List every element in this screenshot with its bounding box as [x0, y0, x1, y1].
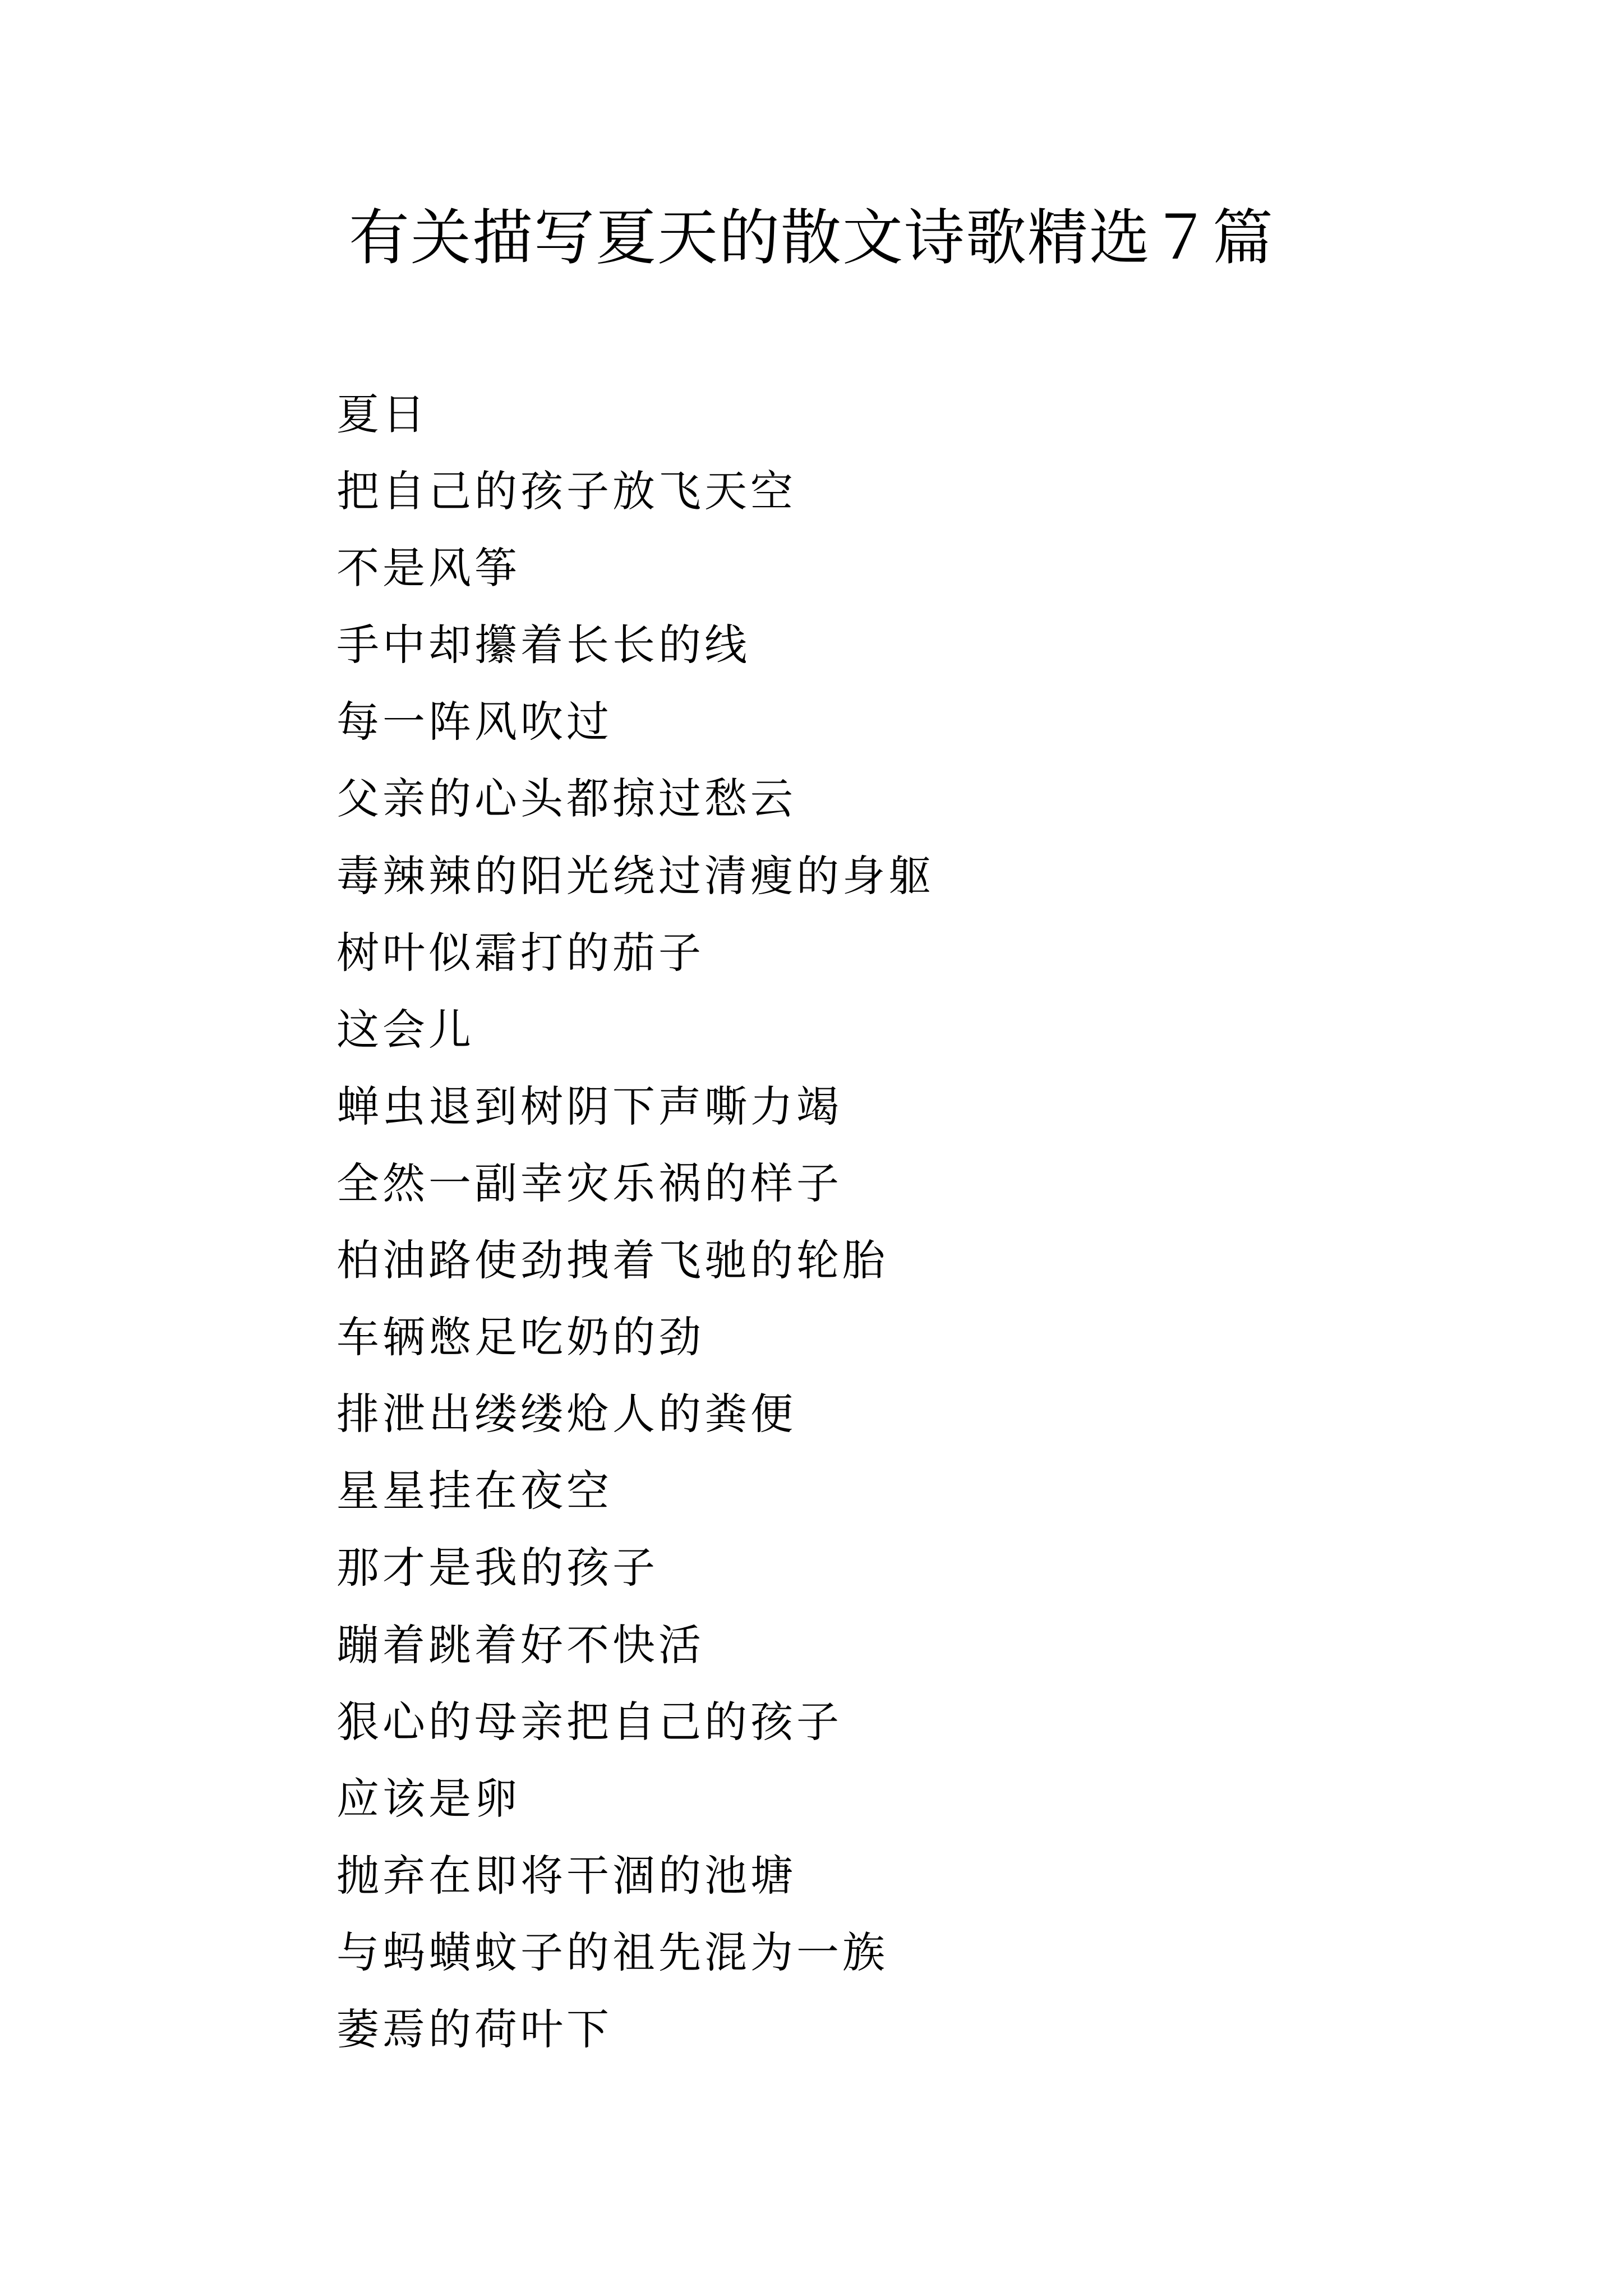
poem-line: 与蚂蟥蚊子的祖先混为一族: [336, 1927, 888, 1977]
poem-line: 抛弃在即将干涸的池塘: [336, 1850, 796, 1901]
poem-line: 父亲的心头都掠过愁云: [336, 774, 796, 824]
poem-line: 蹦着跳着好不快活: [336, 1619, 704, 1670]
poem-line: 树叶似霜打的茄子: [336, 927, 704, 978]
document-title: 有关描写夏天的散文诗歌精选７篇: [348, 203, 1274, 273]
poem-body: [336, 376, 1514, 2068]
poem-line: 夏日: [336, 389, 428, 439]
poem-line: 那才是我的孩子: [336, 1543, 658, 1593]
poem-line: 全然一副幸灾乐祸的样子: [336, 1158, 842, 1208]
poem-line: 车辆憋足吃奶的劲: [336, 1312, 704, 1363]
poem-line: 这会儿: [336, 1004, 474, 1055]
poem-line: 狠心的母亲把自己的孩子: [336, 1696, 842, 1747]
poem-line: 萎焉的荷叶下: [336, 2004, 612, 2054]
poem-line: 手中却攥着长长的线: [336, 620, 750, 670]
poem-line: 排泄出缕缕炝人的粪便: [336, 1389, 796, 1439]
poem-line: 应该是卵: [336, 1773, 520, 1824]
poem-line: 毒辣辣的阳光绕过清瘦的身躯: [336, 850, 934, 901]
poem-line: 不是风筝: [336, 543, 520, 593]
poem-line: 星星挂在夜空: [336, 1466, 612, 1516]
poem-line: 柏油路使劲拽着飞驰的轮胎: [336, 1235, 888, 1286]
poem-line: 蝉虫退到树阴下声嘶力竭: [336, 1081, 842, 1131]
poem-line: 把自己的孩子放飞天空: [336, 466, 796, 517]
poem-line: 每一阵风吹过: [336, 697, 612, 747]
